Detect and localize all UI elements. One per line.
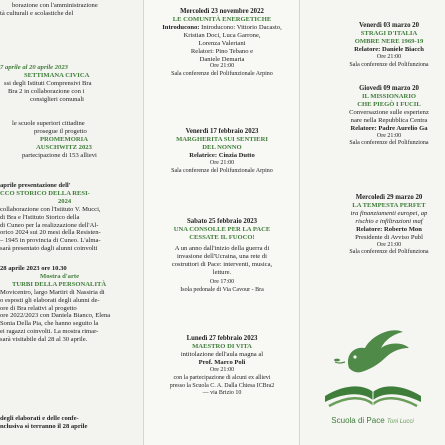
- text-line: invasione dell'Ucraina, una rete di: [177, 252, 267, 260]
- dove-icon: [348, 330, 409, 372]
- text-line: letture.: [212, 268, 232, 276]
- text-line: le scuole superiori cittadine: [12, 120, 85, 127]
- logo-label: [305, 416, 440, 425]
- text-line: presso la Scuola C. A. Dalla Chiesa ICBra2: [169, 382, 275, 389]
- text-line: di Cuneo per la realizzazione dell'Al-: [0, 221, 99, 229]
- event-block: [151, 128, 293, 176]
- text-line: ssi degli Istituti Comprensivi Bra: [4, 79, 92, 87]
- text-line: Bra 2 in collaborazione con i: [8, 87, 85, 95]
- dove-book-icon: [305, 318, 440, 418]
- event-time: Ore 21:00: [376, 132, 402, 139]
- text-line: rischio e infiltrazioni maf: [355, 217, 423, 225]
- text-line: orico 2024 sui 20 mesi della Resisten-: [0, 229, 101, 237]
- event-title: LA TEMPESTA PERFET: [352, 202, 426, 209]
- event-time: Ore 21:00: [376, 241, 402, 248]
- event-block: [319, 85, 445, 148]
- event-place: Sala conferenze del Polifunzionale Arpino: [171, 167, 273, 174]
- event-title: MARGHERITA SUI SENTIERI: [176, 136, 268, 143]
- event-place: Sala conferenze del Polifunziona: [349, 140, 429, 147]
- event-date: Mercoledì 29 marzo 20: [355, 194, 423, 201]
- event-time: Ore 21:00: [209, 366, 235, 373]
- event-block: [319, 22, 445, 70]
- event-speakers: Relatori: Pino Tebano e: [190, 47, 254, 55]
- event-date: Venerdì 17 febbraio 2023: [185, 128, 259, 135]
- event-place: Sala conferenze del Polifunzionale Arpino: [171, 71, 273, 78]
- text-line: Daniele Demaria: [199, 55, 245, 63]
- leaf-icon: [334, 359, 340, 362]
- text-line: – 1945 in provincia di Cuneo. L'alma-: [0, 237, 101, 245]
- event-speaker: Relatore: Padre Aurelio Ga: [350, 124, 428, 132]
- event-title: UNA CONSOLLE PER LA PACE: [173, 226, 271, 233]
- event-title: CCO STORICO DELLA RESI-: [0, 189, 90, 197]
- text-line: collaborazione con l'Istituto V. Mucci,: [0, 205, 101, 213]
- intro-names: Introducono: Vittorio Dacasto,: [201, 23, 282, 31]
- event-subtitle: Mostra d'arte: [40, 272, 79, 280]
- text-line: partecipazione di 153 allievi: [22, 151, 97, 159]
- event-title: OMBRE NERE 1969-19: [354, 37, 424, 45]
- event-title: MAESTRO DI VITA: [192, 343, 252, 350]
- middle-panel: [143, 0, 300, 445]
- text-line: o esposti gli elaborati degli alunni de-: [0, 296, 100, 304]
- event-block: [151, 218, 293, 295]
- event-date: Mercoledì 23 novembre 2022: [180, 8, 264, 15]
- text-line: Presidente di Avviso Publ: [355, 233, 423, 241]
- text-line: sarà presentato dagli alunni coinvolti: [0, 245, 98, 253]
- text-line: A un anno dall'inizio della guerra di: [174, 244, 270, 252]
- left-panel: [0, 0, 143, 445]
- text-line: consiglieri comunali: [30, 95, 85, 103]
- event-speaker: Relatrice: Cinzia Dutto: [189, 151, 255, 159]
- text-line: tà culturali e scolastiche del: [0, 9, 74, 17]
- event-date: 7 aprile al 20 aprile 2023: [0, 64, 68, 71]
- text-line: borazione con l'amministrazione: [12, 2, 98, 9]
- event-title: TURBI DELLA PERSONALITÀ: [12, 280, 107, 288]
- event-title: CESSATE IL FUOCO!: [189, 233, 255, 241]
- logo-sub-text: Toni Lucci: [386, 419, 414, 425]
- text-line: ei ragazzi coinvolti. La mostra rimar-: [0, 328, 99, 336]
- event-time: Ore 17:00: [209, 279, 235, 286]
- text-line: ore di Bra relativi al progetto: [0, 304, 77, 312]
- text-line: intitolazione dell'aula magna al: [180, 350, 264, 358]
- event-title: DEL NONNO: [202, 143, 242, 151]
- event-title: AUSCHWITZ 2023: [36, 143, 92, 151]
- text-line: Lorenza Valeriani: [198, 39, 246, 47]
- event-place: Sala conferenze del Polifunziona: [349, 249, 429, 256]
- text-line: Conversazione sulle esperienz: [349, 108, 429, 116]
- event-block: [151, 8, 293, 79]
- text-line: ore 2022/2023 con Daniela Bianco, Elena: [0, 312, 111, 320]
- text-line: proseguе il progetto: [34, 127, 87, 135]
- text-line: costruttori di Pace: interventi, musica,: [171, 260, 273, 268]
- dove-eye: [353, 355, 356, 358]
- event-title: PROMEMORIA: [40, 135, 88, 143]
- scuola-di-pace-logo: [305, 318, 440, 428]
- event-date: Giovedì 09 marzo 20: [359, 85, 419, 92]
- text-line: Sonia Della Pia, che hanno seguito la: [0, 320, 99, 328]
- event-title: 2024: [58, 197, 72, 205]
- event-place: Isola pedonale di Via Cavour - Bra: [180, 287, 264, 294]
- event-date: Lunedì 27 febbraio 2023: [186, 335, 258, 342]
- event-title: SETTIMANA CIVICA: [24, 71, 90, 79]
- text-line: Prof. Marco Poli: [198, 358, 246, 366]
- text-line: — via Brizio 10: [202, 390, 242, 397]
- event-date: Venerdì 03 marzo 20: [359, 22, 419, 29]
- branch-icon: [335, 362, 345, 363]
- event-speaker: Relatore: Daniele Biacch: [354, 45, 424, 53]
- event-title: IL MISSIONARIO: [361, 93, 417, 100]
- event-title: LE COMUNITÀ ENERGETICHE: [172, 16, 272, 23]
- text-line: nclusiva si terranno il 28 aprile: [0, 422, 88, 430]
- logo-main-text: Scuola di Pace: [331, 416, 385, 425]
- event-intro: Introducono: Introducono: Vittorio Dacasto,: [162, 23, 282, 31]
- event-speaker: Relatore: Roberto Mon: [356, 225, 422, 233]
- text-line: tra finanziamenti europei, ap: [350, 209, 428, 217]
- text-line: Kristian Doci, Luca Garrone,: [183, 31, 261, 39]
- text-line: degli elaborati e delle confe-: [0, 415, 79, 422]
- event-date: aprile presentazione dell': [0, 182, 71, 189]
- text-line: di Bra e l'Istituto Storico della: [0, 213, 80, 221]
- event-date: Sabato 25 febbraio 2023: [186, 218, 258, 225]
- event-place: Sala conferenze del Polifunziona: [349, 61, 429, 68]
- text-line: nare nella Repubblica Centra: [350, 116, 428, 124]
- text-line: Moviсentro, largo Martiri di Nassiria di: [0, 288, 105, 296]
- event-block: [319, 194, 445, 257]
- event-time: Ore 21:00: [209, 159, 235, 166]
- event-title: STRAGI D'ITALIA: [360, 30, 418, 37]
- event-time: Ore 21:00: [209, 63, 235, 70]
- event-title: CHE PIEGÒ I FUCIL: [357, 100, 421, 108]
- event-time: Ore 21:00: [376, 53, 402, 60]
- text-line: con la partecipazione di alcuni ex allievi: [173, 374, 271, 381]
- event-block: [151, 335, 293, 398]
- text-line: sarà visitabile dal 28 al 30 aprile.: [0, 336, 88, 344]
- event-date: 28 aprile 2023 ore 10.30: [0, 265, 67, 272]
